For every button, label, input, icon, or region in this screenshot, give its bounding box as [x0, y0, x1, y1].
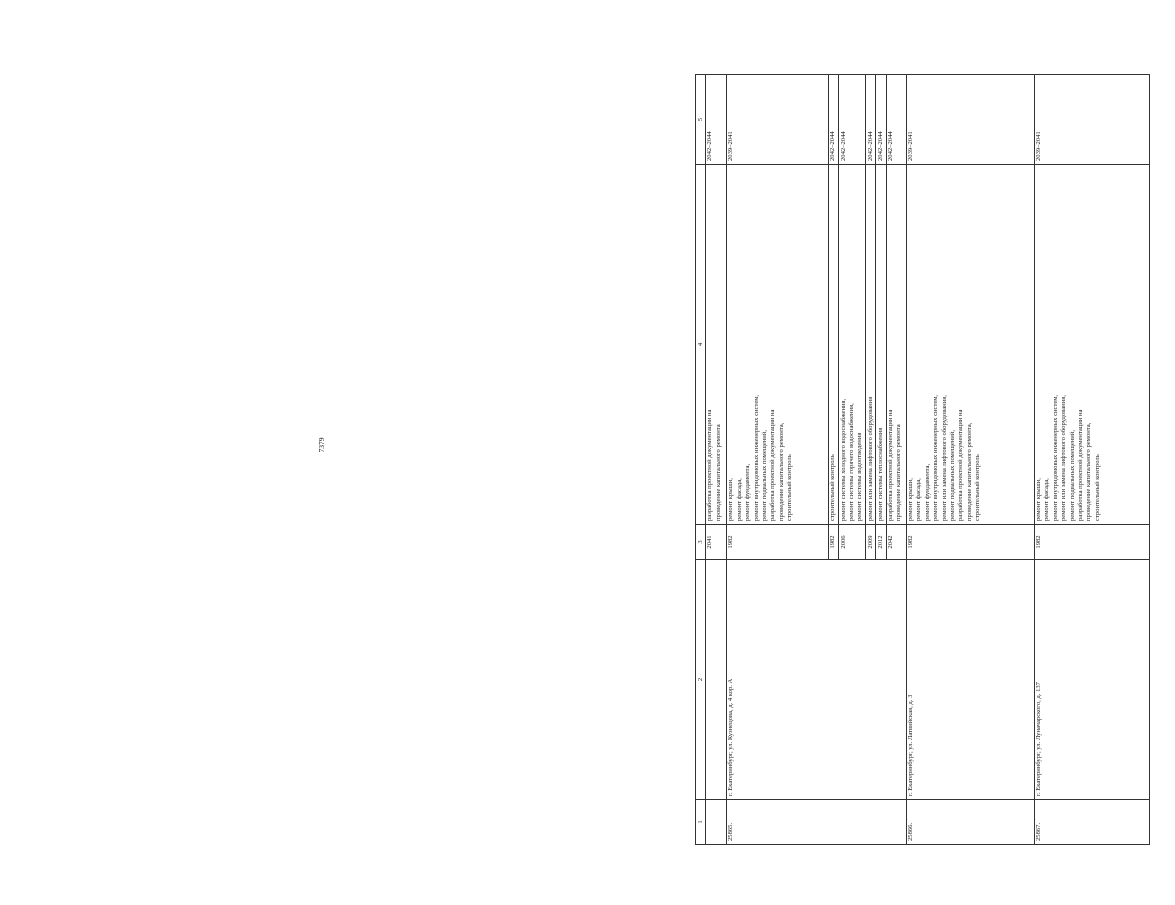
- work-cell: ремонт системы теплоснабжения: [876, 165, 886, 525]
- page-number: 7379: [317, 437, 326, 453]
- year-cell: 1982: [727, 525, 829, 560]
- work-cell: ремонт или замена лифтового оборудования: [866, 165, 876, 525]
- table-row: [727, 75, 829, 845]
- address-cell: [706, 560, 727, 800]
- address-cell: г. Екатеринбург, ул. Луначарского, д. 137: [1034, 560, 1149, 800]
- year-cell: 2042: [886, 525, 906, 560]
- period-cell: 2039–2041: [1034, 75, 1149, 165]
- work-cell: разработка проектной документации на проведение капитального ремонта: [706, 165, 727, 525]
- period-cell: 2042–2044: [866, 75, 876, 165]
- period-cell: 2042–2044: [886, 75, 906, 165]
- column-number: 2: [696, 560, 706, 800]
- table-row: [906, 75, 1034, 845]
- work-cell: ремонт крыши, ремонт фасада, ремонт фундамента, ремонт внутридомовых инженерных систем, ремонт подвальных помещений, разработка проектной документации на проведение капитального ремонта, строительный контроль: [727, 165, 829, 525]
- year-cell: 1982: [1034, 525, 1149, 560]
- year-cell: 2012: [876, 525, 886, 560]
- year-cell: 1982: [906, 525, 1034, 560]
- column-number: 5: [696, 75, 706, 165]
- year-cell: 1982: [829, 525, 839, 560]
- period-cell: 2042–2044: [876, 75, 886, 165]
- table-row: [706, 75, 727, 845]
- year-cell: 2006: [839, 525, 866, 560]
- period-cell: 2039–2041: [727, 75, 829, 165]
- no-cell: [706, 800, 727, 845]
- column-number-row: [696, 75, 706, 845]
- year-cell: 2009: [866, 525, 876, 560]
- work-cell: ремонт крыши, ремонт фасада, ремонт фундамента, ремонт внутридомовых инженерных систем, ремонт или замена лифтового оборудования, ремонт подвальных помещений, разработка проектной документации на проведение капитального ремонта, строительный контроль: [906, 165, 1034, 525]
- table-row: [1034, 75, 1149, 845]
- period-cell: 2042–2044: [829, 75, 839, 165]
- column-number: 4: [696, 165, 706, 525]
- period-cell: 2042–2044: [839, 75, 866, 165]
- year-cell: 2041: [706, 525, 727, 560]
- address-cell: г. Екатеринбург, ул. Кузнецова, д. 4 кор. А: [727, 560, 907, 800]
- record-number: 25865.: [727, 800, 907, 845]
- work-cell: строительный контроль: [829, 165, 839, 525]
- repair-schedule-table: [695, 75, 1175, 845]
- work-cell: ремонт крыши, ремонт фасада, ремонт внутридомовых инженерных систем, ремонт или замена лифтового оборудования, ремонт подвальных помещений, разработка проектной документации на проведение капитального ремонта, строительный контроль: [1034, 165, 1149, 525]
- period-cell: 2042–2044: [706, 75, 727, 165]
- column-number: 1: [696, 800, 706, 845]
- work-cell: ремонт системы холодного водоснабжения, ремонт системы горячего водоснабжения, ремонт системы водоотведения: [839, 165, 866, 525]
- schedule-table: [695, 74, 1150, 845]
- period-cell: 2039–2041: [906, 75, 1034, 165]
- address-cell: г. Екатеринбург, ул. Латвийская, д. 3: [906, 560, 1034, 800]
- work-cell: разработка проектной документации на проведение капитального ремонта: [886, 165, 906, 525]
- record-number: 25867.: [1034, 800, 1149, 845]
- column-number: 3: [696, 525, 706, 560]
- record-number: 25866.: [906, 800, 1034, 845]
